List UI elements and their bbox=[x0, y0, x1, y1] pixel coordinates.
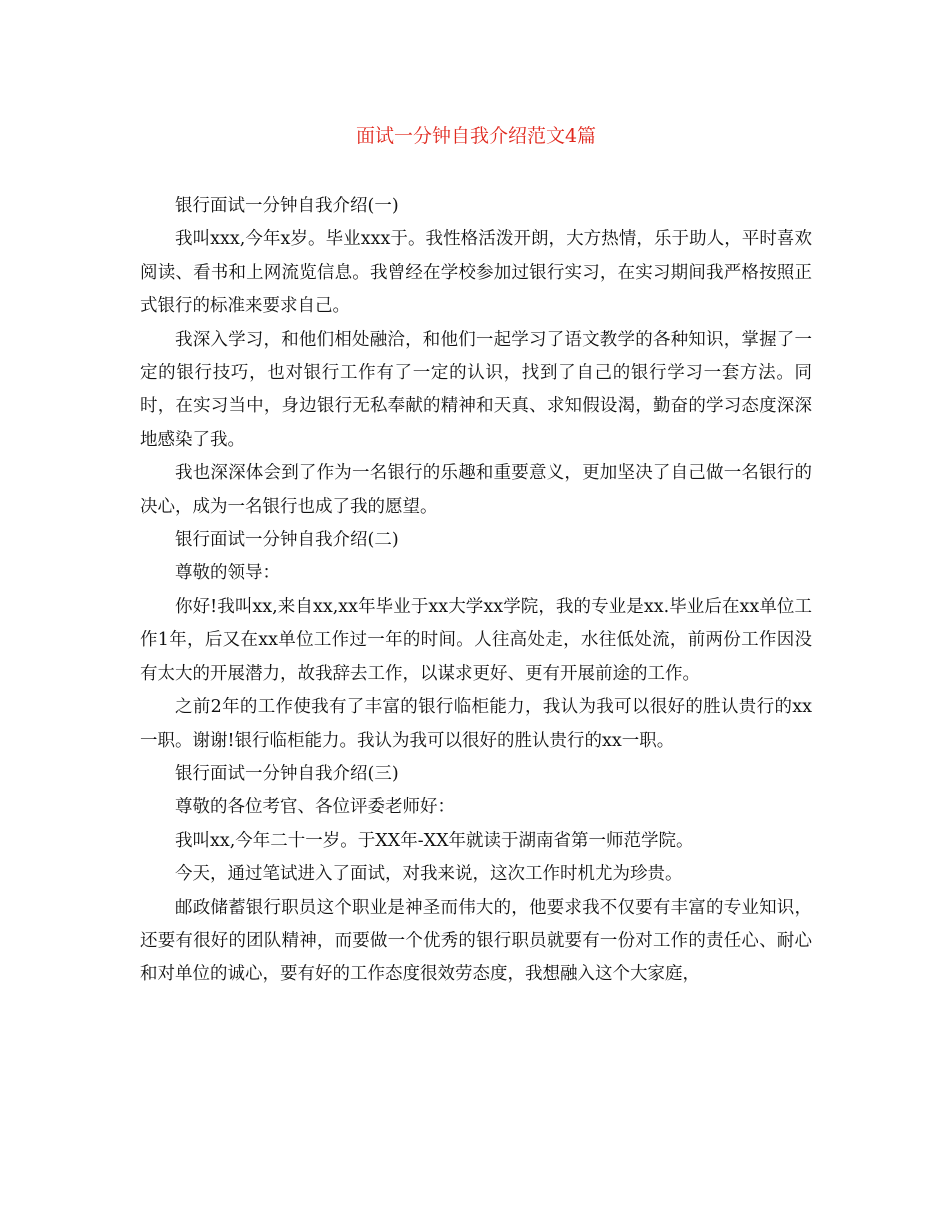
paragraph: 今天，通过笔试进入了面试，对我来说，这次工作时机尤为珍贵。 bbox=[175, 864, 683, 885]
document-body bbox=[140, 190, 812, 992]
paragraph: 我叫xx,今年二十一岁。于XX年-XX年就读于湖南省第一师范学院。 bbox=[175, 830, 694, 851]
section-heading-3: 银行面试一分钟自我介绍(三) bbox=[175, 763, 399, 784]
document-title: 面试一分钟自我介绍范文4篇 bbox=[355, 125, 597, 147]
paragraph: 你好!我叫xx,来自xx,xx年毕业于xx大学xx学院，我的专业是xx.毕业后在xx单位工作1年，后又在xx单位工作过一年的时间。人往高处走，水往低处流，前两份工作因没有太大的开展潜力，故我辞去工作，以谋求更好、更有开展前途的工作。 bbox=[140, 596, 812, 684]
paragraph: 之前2年的工作使我有了丰富的银行临柜能力，我认为我可以很好的胜认贵行的xx一职。谢谢!银行临柜能力。我认为我可以很好的胜认贵行的xx一职。 bbox=[140, 697, 812, 751]
salutation: 尊敬的各位考官、各位评委老师好： bbox=[175, 797, 455, 818]
paragraph: 我叫xxx,今年x岁。毕业xxx于。我性格活泼开朗，大方热情，乐于助人，平时喜欢阅读、看书和上网流览信息。我曾经在学校参加过银行实习，在实习期间我严格按照正式银行的标准来要求自己。 bbox=[140, 229, 812, 317]
salutation: 尊敬的领导： bbox=[175, 563, 280, 584]
document-page bbox=[140, 118, 812, 992]
paragraph: 我也深深体会到了作为一名银行的乐趣和重要意义，更加坚决了自己做一名银行的决心，成为一名银行也成了我的愿望。 bbox=[140, 463, 812, 517]
section-heading-2: 银行面试一分钟自我介绍(二) bbox=[175, 530, 399, 551]
paragraph: 我深入学习，和他们相处融洽，和他们一起学习了语文教学的各种知识，掌握了一定的银行技巧，也对银行工作有了一定的认识，找到了自己的银行学习一套方法。同时，在实习当中，身边银行无私奉献的精神和天真、求知假设渴，勤奋的学习态度深深地感染了我。 bbox=[140, 329, 812, 450]
section-heading-1: 银行面试一分钟自我介绍(一) bbox=[175, 196, 399, 216]
paragraph: 邮政储蓄银行职员这个职业是神圣而伟大的，他要求我不仅要有丰富的专业知识，还要有很好的团队精神，而要做一个优秀的银行职员就要有一份对工作的责任心、耐心和对单位的诚心，要有好的工作态度很效劳态度，我想融入这个大家庭， bbox=[140, 897, 812, 985]
